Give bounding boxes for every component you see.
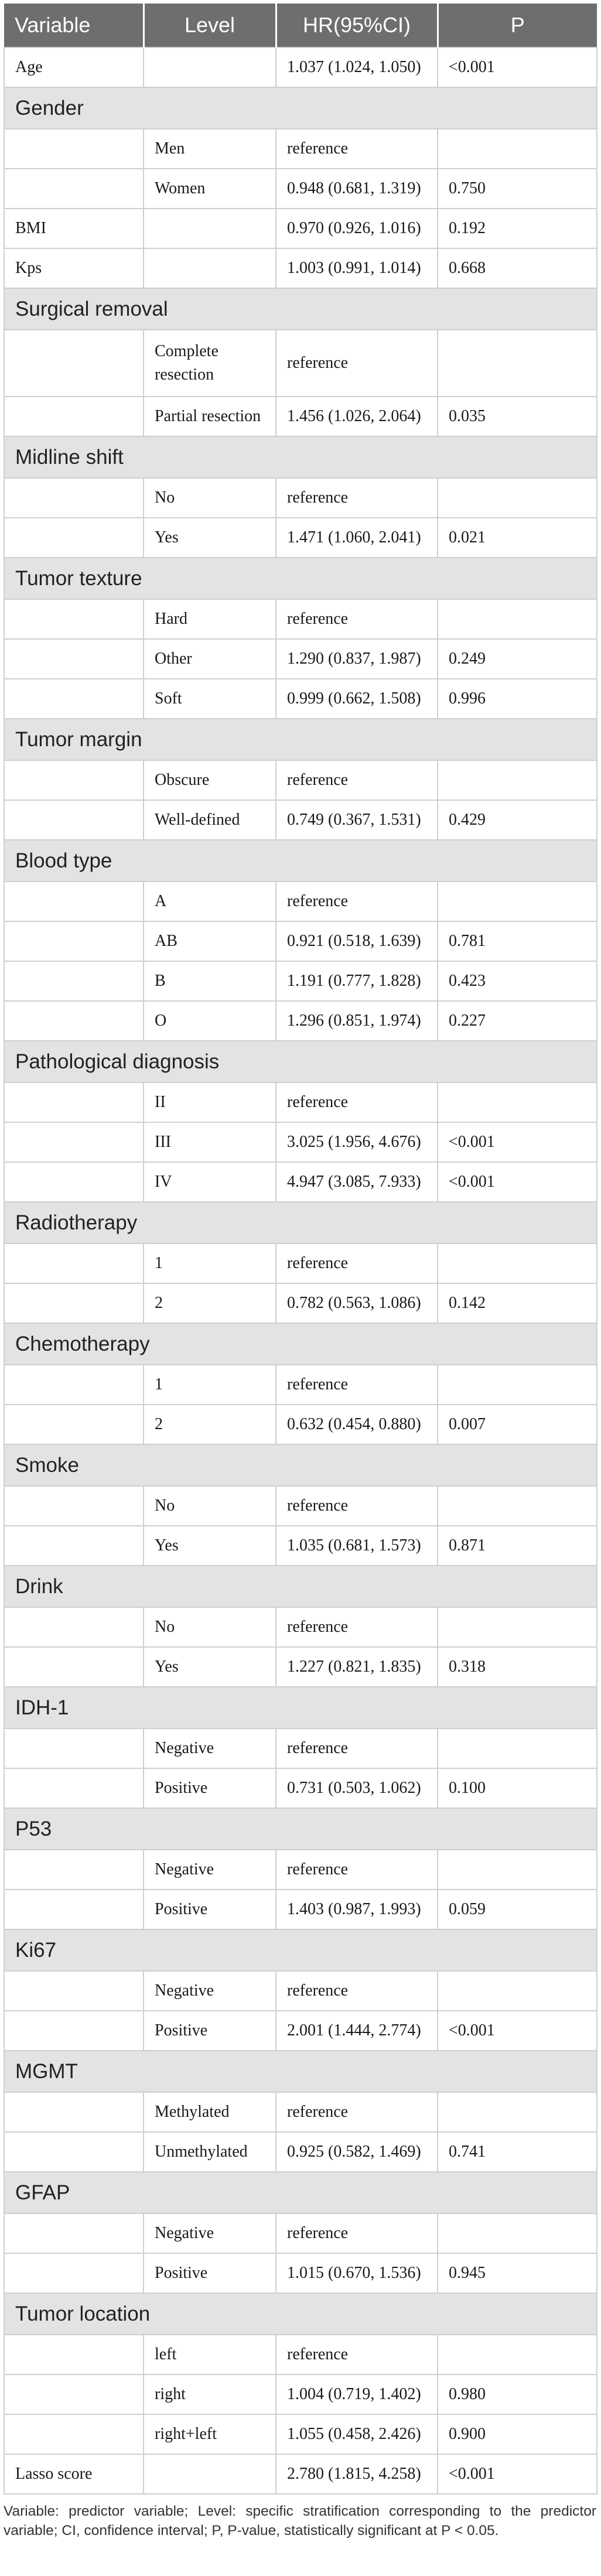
cell-level: Methylated (144, 2092, 276, 2132)
cell-variable (4, 2375, 144, 2414)
cell-hr: 0.749 (0.367, 1.531) (276, 800, 438, 840)
cell-level: No (144, 478, 276, 518)
table-row (4, 639, 597, 679)
section-title: Ki67 (4, 1929, 597, 1971)
cell-p: 0.750 (438, 169, 597, 209)
cell-p (438, 1365, 597, 1405)
section-row (4, 2293, 597, 2335)
section-row (4, 1323, 597, 1365)
table-row (4, 1162, 597, 1202)
cell-p: 0.781 (438, 921, 597, 961)
table-row (4, 2132, 597, 2172)
section-row (4, 2051, 597, 2092)
cell-level: Well-defined (144, 800, 276, 840)
cell-variable (4, 129, 144, 169)
cell-variable (4, 1243, 144, 1283)
cell-variable (4, 518, 144, 558)
cell-variable (4, 1890, 144, 1929)
cell-variable (4, 2213, 144, 2253)
section-title: Midline shift (4, 436, 597, 478)
table-row (4, 1082, 597, 1122)
cell-p (438, 330, 597, 397)
section-title: Blood type (4, 840, 597, 882)
hazard-ratio-table (4, 4, 597, 2495)
cell-p: 0.100 (438, 1768, 597, 1808)
table-row (4, 1647, 597, 1687)
cell-level: Unmethylated (144, 2132, 276, 2172)
cell-hr: 4.947 (3.085, 7.933) (276, 1162, 438, 1202)
table-row (4, 169, 597, 209)
table-row (4, 518, 597, 558)
table-row (4, 478, 597, 518)
table-row (4, 800, 597, 840)
cell-hr: 0.948 (0.681, 1.319) (276, 169, 438, 209)
cell-hr: 1.003 (0.991, 1.014) (276, 248, 438, 288)
cell-variable (4, 169, 144, 209)
cell-p: 0.871 (438, 1526, 597, 1566)
cell-hr: reference (276, 1850, 438, 1890)
header-hr: HR(95%CI) (276, 4, 438, 47)
table-row (4, 882, 597, 921)
section-title: Tumor margin (4, 719, 597, 760)
table-container (4, 4, 596, 2540)
cell-level: Negative (144, 2213, 276, 2253)
header-row (4, 4, 597, 47)
cell-variable (4, 2011, 144, 2051)
cell-p (438, 1607, 597, 1647)
cell-variable (4, 330, 144, 397)
cell-variable (4, 2132, 144, 2172)
cell-hr: reference (276, 599, 438, 639)
cell-variable (4, 1405, 144, 1444)
section-title: IDH-1 (4, 1687, 597, 1728)
section-row (4, 1202, 597, 1243)
cell-p: 0.996 (438, 679, 597, 719)
cell-p: <0.001 (438, 1162, 597, 1202)
table-row (4, 1850, 597, 1890)
cell-p (438, 1850, 597, 1890)
section-title: Tumor texture (4, 558, 597, 599)
cell-p (438, 1243, 597, 1283)
cell-hr: 0.921 (0.518, 1.639) (276, 921, 438, 961)
cell-variable (4, 1768, 144, 1808)
table-row (4, 1122, 597, 1162)
cell-p (438, 760, 597, 800)
cell-p: 0.007 (438, 1405, 597, 1444)
section-title: Chemotherapy (4, 1323, 597, 1365)
cell-level: Negative (144, 1850, 276, 1890)
section-row (4, 1041, 597, 1082)
cell-variable (4, 1607, 144, 1647)
cell-level: Positive (144, 2011, 276, 2051)
cell-p (438, 478, 597, 518)
cell-p (438, 882, 597, 921)
cell-hr: 1.290 (0.837, 1.987) (276, 639, 438, 679)
table-row (4, 1001, 597, 1041)
cell-hr: 2.780 (1.815, 4.258) (276, 2454, 438, 2494)
cell-variable (4, 1526, 144, 1566)
cell-hr: 1.004 (0.719, 1.402) (276, 2375, 438, 2414)
section-title: P53 (4, 1808, 597, 1850)
cell-hr: 1.403 (0.987, 1.993) (276, 1890, 438, 1929)
cell-hr: reference (276, 1082, 438, 1122)
cell-hr: reference (276, 1607, 438, 1647)
cell-level: 2 (144, 1283, 276, 1323)
section-row (4, 436, 597, 478)
table-row (4, 1405, 597, 1444)
cell-level: A (144, 882, 276, 921)
cell-hr: 1.055 (0.458, 2.426) (276, 2414, 438, 2454)
cell-hr: 0.731 (0.503, 1.062) (276, 1768, 438, 1808)
cell-variable (4, 679, 144, 719)
cell-hr: 1.456 (1.026, 2.064) (276, 397, 438, 436)
table-row (4, 330, 597, 397)
section-row (4, 1929, 597, 1971)
section-title: Tumor location (4, 2293, 597, 2335)
table-row (4, 760, 597, 800)
cell-p (438, 129, 597, 169)
table-row (4, 2213, 597, 2253)
cell-hr: 0.782 (0.563, 1.086) (276, 1283, 438, 1323)
cell-hr: reference (276, 478, 438, 518)
cell-hr: 1.015 (0.670, 1.536) (276, 2253, 438, 2293)
cell-hr: reference (276, 1243, 438, 1283)
table-row (4, 1526, 597, 1566)
cell-p: 0.980 (438, 2375, 597, 2414)
cell-level: III (144, 1122, 276, 1162)
cell-variable (4, 1082, 144, 1122)
table-row (4, 1728, 597, 1768)
cell-variable (4, 1365, 144, 1405)
cell-hr: 2.001 (1.444, 2.774) (276, 2011, 438, 2051)
cell-level: Yes (144, 518, 276, 558)
cell-variable (4, 760, 144, 800)
cell-level: Partial resection (144, 397, 276, 436)
cell-variable (4, 397, 144, 436)
cell-p: 0.429 (438, 800, 597, 840)
cell-p (438, 1728, 597, 1768)
cell-hr: 1.191 (0.777, 1.828) (276, 961, 438, 1001)
cell-level: Positive (144, 1890, 276, 1929)
cell-level: Positive (144, 2253, 276, 2293)
cell-variable (4, 1486, 144, 1526)
cell-variable: Age (4, 47, 144, 87)
cell-hr: reference (276, 129, 438, 169)
table-row (4, 679, 597, 719)
cell-p: 0.741 (438, 2132, 597, 2172)
cell-p (438, 2335, 597, 2375)
cell-p: <0.001 (438, 47, 597, 87)
cell-variable: BMI (4, 209, 144, 248)
header-level: Level (144, 4, 276, 47)
cell-level: 1 (144, 1365, 276, 1405)
section-title: MGMT (4, 2051, 597, 2092)
cell-level: Soft (144, 679, 276, 719)
table-row (4, 2454, 597, 2494)
cell-p: 0.318 (438, 1647, 597, 1687)
cell-hr: reference (276, 330, 438, 397)
cell-variable (4, 2335, 144, 2375)
section-title: Drink (4, 1566, 597, 1607)
section-title: Gender (4, 87, 597, 129)
cell-hr: 0.925 (0.582, 1.469) (276, 2132, 438, 2172)
cell-variable (4, 599, 144, 639)
cell-p: 0.021 (438, 518, 597, 558)
table-row (4, 1365, 597, 1405)
cell-level: Negative (144, 1971, 276, 2011)
section-row (4, 87, 597, 129)
section-row (4, 558, 597, 599)
cell-level: 2 (144, 1405, 276, 1444)
cell-variable (4, 478, 144, 518)
cell-level: AB (144, 921, 276, 961)
cell-level (144, 209, 276, 248)
cell-p (438, 599, 597, 639)
cell-level: No (144, 1486, 276, 1526)
cell-p: 0.059 (438, 1890, 597, 1929)
table-row (4, 1283, 597, 1323)
cell-level: Women (144, 169, 276, 209)
cell-level: Hard (144, 599, 276, 639)
table-row (4, 2414, 597, 2454)
header-p: P (438, 4, 597, 47)
cell-hr: reference (276, 1486, 438, 1526)
table-row (4, 1890, 597, 1929)
table-row (4, 2011, 597, 2051)
cell-variable (4, 882, 144, 921)
cell-p: 0.192 (438, 209, 597, 248)
table-row (4, 599, 597, 639)
section-title: Surgical removal (4, 288, 597, 330)
cell-hr: reference (276, 2092, 438, 2132)
cell-hr: 1.296 (0.851, 1.974) (276, 1001, 438, 1041)
table-row (4, 1486, 597, 1526)
table-row (4, 248, 597, 288)
section-title: Radiotherapy (4, 1202, 597, 1243)
table-row (4, 1971, 597, 2011)
cell-p (438, 2213, 597, 2253)
section-row (4, 288, 597, 330)
cell-level: right+left (144, 2414, 276, 2454)
cell-hr: 0.999 (0.662, 1.508) (276, 679, 438, 719)
cell-p: 0.142 (438, 1283, 597, 1323)
table-row (4, 1768, 597, 1808)
cell-level: IV (144, 1162, 276, 1202)
cell-variable (4, 1647, 144, 1687)
cell-level: B (144, 961, 276, 1001)
cell-level: No (144, 1607, 276, 1647)
table-row (4, 47, 597, 87)
cell-variable (4, 2092, 144, 2132)
cell-level (144, 47, 276, 87)
table-row (4, 961, 597, 1001)
cell-variable (4, 1971, 144, 2011)
section-row (4, 1566, 597, 1607)
cell-level (144, 248, 276, 288)
cell-p: 0.035 (438, 397, 597, 436)
cell-hr: reference (276, 2213, 438, 2253)
cell-hr: 0.970 (0.926, 1.016) (276, 209, 438, 248)
section-title: GFAP (4, 2172, 597, 2213)
section-title: Smoke (4, 1444, 597, 1486)
table-row (4, 209, 597, 248)
table-row (4, 2092, 597, 2132)
cell-variable: Lasso score (4, 2454, 144, 2494)
cell-hr: reference (276, 760, 438, 800)
cell-level: Complete resection (144, 330, 276, 397)
cell-variable (4, 1001, 144, 1041)
cell-hr: reference (276, 882, 438, 921)
section-row (4, 719, 597, 760)
table-body (4, 47, 597, 2494)
cell-p (438, 1971, 597, 2011)
cell-variable: Kps (4, 248, 144, 288)
cell-p (438, 1486, 597, 1526)
table-row (4, 2375, 597, 2414)
section-title: Pathological diagnosis (4, 1041, 597, 1082)
cell-p: <0.001 (438, 2454, 597, 2494)
cell-variable (4, 2253, 144, 2293)
cell-level: Negative (144, 1728, 276, 1768)
cell-hr: 1.035 (0.681, 1.573) (276, 1526, 438, 1566)
cell-hr: 3.025 (1.956, 4.676) (276, 1122, 438, 1162)
section-row (4, 1808, 597, 1850)
cell-level: II (144, 1082, 276, 1122)
cell-p: 0.227 (438, 1001, 597, 1041)
table-footnote: Variable: predictor variable; Level: specific stratification corresponding to the predictor variable; CI, confidence interval; P, P-value, statistically significant at P < 0.05. (4, 2503, 596, 2539)
cell-hr: reference (276, 1728, 438, 1768)
cell-p: 0.249 (438, 639, 597, 679)
cell-p (438, 2092, 597, 2132)
table-row (4, 2335, 597, 2375)
table-row (4, 1607, 597, 1647)
cell-level: right (144, 2375, 276, 2414)
cell-level (144, 2454, 276, 2494)
cell-p: <0.001 (438, 1122, 597, 1162)
header-variable: Variable (4, 4, 144, 47)
cell-p (438, 1082, 597, 1122)
cell-hr: reference (276, 1971, 438, 2011)
table-row (4, 397, 597, 436)
cell-level: O (144, 1001, 276, 1041)
cell-variable (4, 800, 144, 840)
section-row (4, 2172, 597, 2213)
cell-hr: 1.037 (1.024, 1.050) (276, 47, 438, 87)
table-row (4, 921, 597, 961)
cell-variable (4, 961, 144, 1001)
cell-hr: 0.632 (0.454, 0.880) (276, 1405, 438, 1444)
cell-variable (4, 921, 144, 961)
cell-level: Men (144, 129, 276, 169)
cell-level: 1 (144, 1243, 276, 1283)
cell-level: Obscure (144, 760, 276, 800)
cell-p: 0.668 (438, 248, 597, 288)
cell-p: <0.001 (438, 2011, 597, 2051)
section-row (4, 840, 597, 882)
cell-variable (4, 1850, 144, 1890)
section-row (4, 1444, 597, 1486)
cell-p: 0.900 (438, 2414, 597, 2454)
cell-level: Yes (144, 1647, 276, 1687)
cell-level: Positive (144, 1768, 276, 1808)
cell-variable (4, 2414, 144, 2454)
cell-variable (4, 1728, 144, 1768)
table-row (4, 129, 597, 169)
cell-hr: 1.227 (0.821, 1.835) (276, 1647, 438, 1687)
cell-hr: 1.471 (1.060, 2.041) (276, 518, 438, 558)
cell-p: 0.423 (438, 961, 597, 1001)
cell-hr: reference (276, 1365, 438, 1405)
cell-level: Other (144, 639, 276, 679)
table-row (4, 2253, 597, 2293)
cell-hr: reference (276, 2335, 438, 2375)
cell-variable (4, 639, 144, 679)
cell-variable (4, 1283, 144, 1323)
table-row (4, 1243, 597, 1283)
cell-level: Yes (144, 1526, 276, 1566)
cell-variable (4, 1122, 144, 1162)
cell-p: 0.945 (438, 2253, 597, 2293)
cell-variable (4, 1162, 144, 1202)
cell-level: left (144, 2335, 276, 2375)
section-row (4, 1687, 597, 1728)
